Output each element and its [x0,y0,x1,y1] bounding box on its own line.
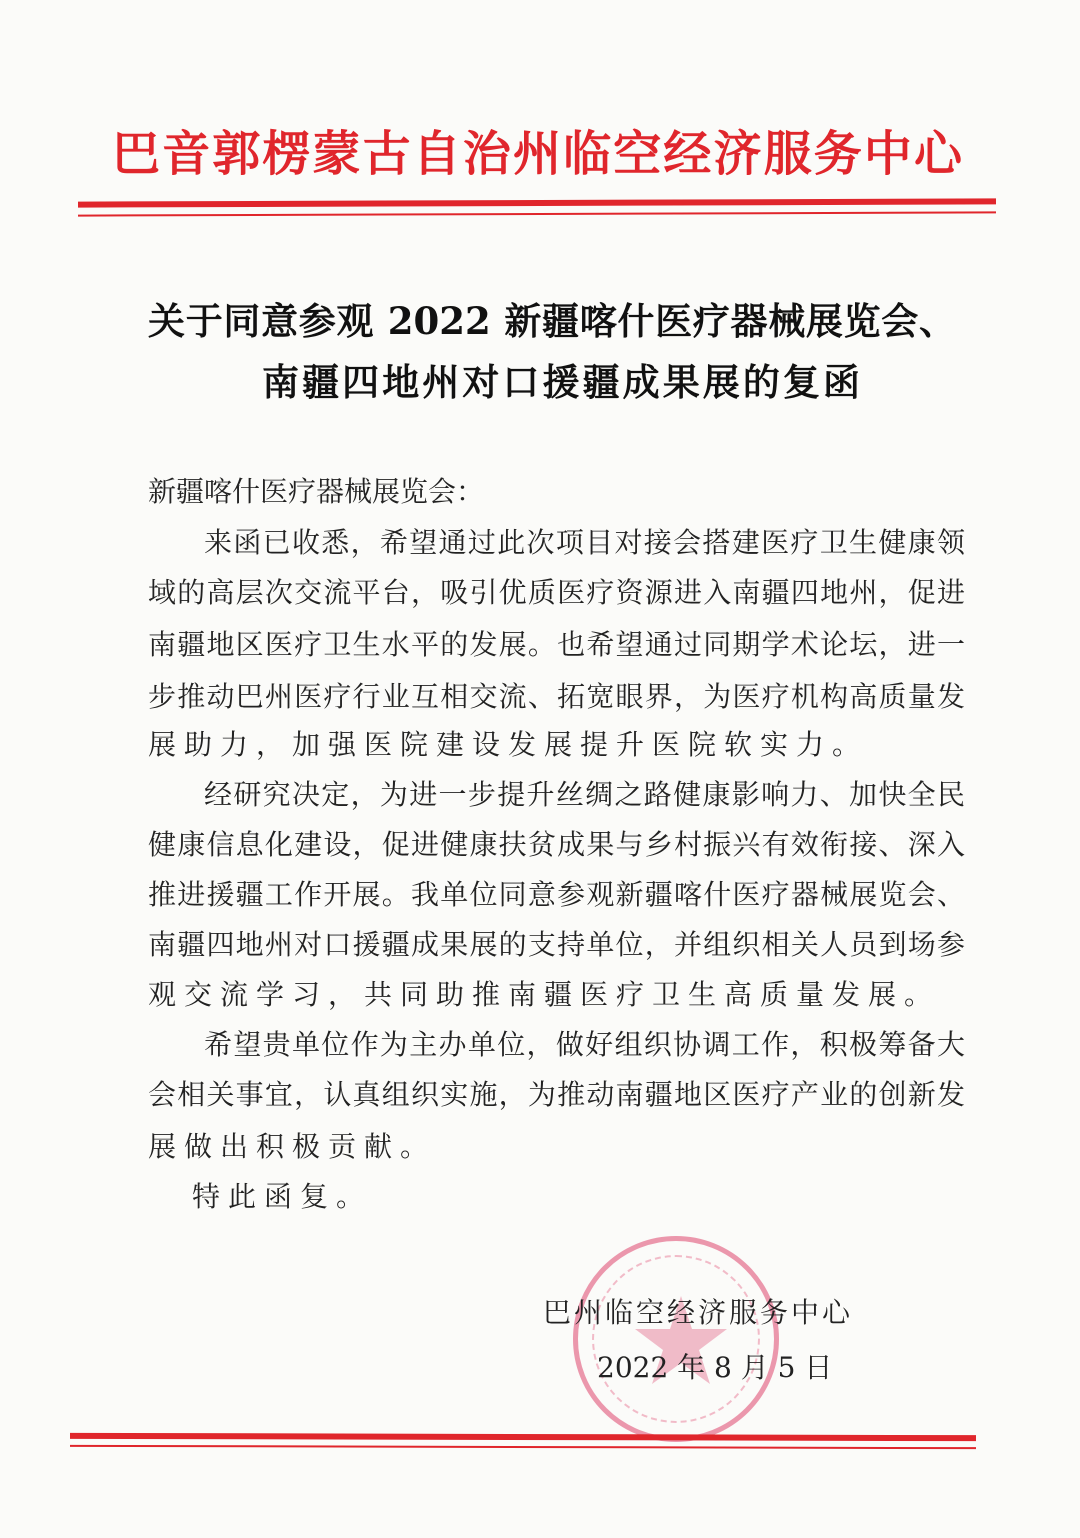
letterhead-rule-thick [78,198,996,207]
body-line: 健康信息化建设，促进健康扶贫成果与乡村振兴有效衔接、深入 [148,828,965,861]
salutation: 新疆喀什医疗器械展览会： [148,475,485,508]
document-title-line-2: 南疆四地州对口援疆成果展的复函 [262,360,860,404]
footer-rule-thick [70,1433,976,1441]
body-line: 展做出积极贡献。 [148,1130,437,1163]
closing-line: 特此函复。 [192,1180,373,1213]
body-line: 经研究决定，为进一步提升丝绸之路健康影响力、加快全民 [204,778,965,811]
signature-date: 2022 年 8 月 5 日 [597,1351,833,1384]
body-line: 推进援疆工作开展。我单位同意参观新疆喀什医疗器械展览会、 [148,878,965,911]
document-title-line-1: 关于同意参观 2022 新疆喀什医疗器械展览会、 [148,299,956,343]
body-line: 南疆四地州对口援疆成果展的支持单位，并组织相关人员到场参 [148,928,965,961]
signature-organization: 巴州临空经济服务中心 [543,1296,854,1329]
letterhead-title: 巴音郭楞蒙古自治州临空经济服务中心 [112,126,962,182]
body-line: 来函已收悉，希望通过此次项目对接会搭建医疗卫生健康领 [204,526,965,559]
body-line: 步推动巴州医疗行业互相交流、拓宽眼界，为医疗机构高质量发 [148,680,965,713]
body-line: 域的高层次交流平台，吸引优质医疗资源进入南疆四地州，促进 [148,576,965,609]
footer-rule-thin [70,1445,976,1449]
official-seal-stamp [573,1236,779,1442]
body-line: 会相关事宜，认真组织实施，为推动南疆地区医疗产业的创新发 [148,1078,965,1111]
body-line: 南疆地区医疗卫生水平的发展。也希望通过同期学术论坛，进一 [148,628,965,661]
letterhead-rule-thin [78,211,996,216]
body-line: 希望贵单位作为主办单位，做好组织协调工作，积极筹备大 [204,1028,965,1061]
body-line: 展助力，加强医院建设发展提升医院软实力。 [148,728,869,761]
body-line: 观交流学习，共同助推南疆医疗卫生高质量发展。 [148,978,941,1011]
